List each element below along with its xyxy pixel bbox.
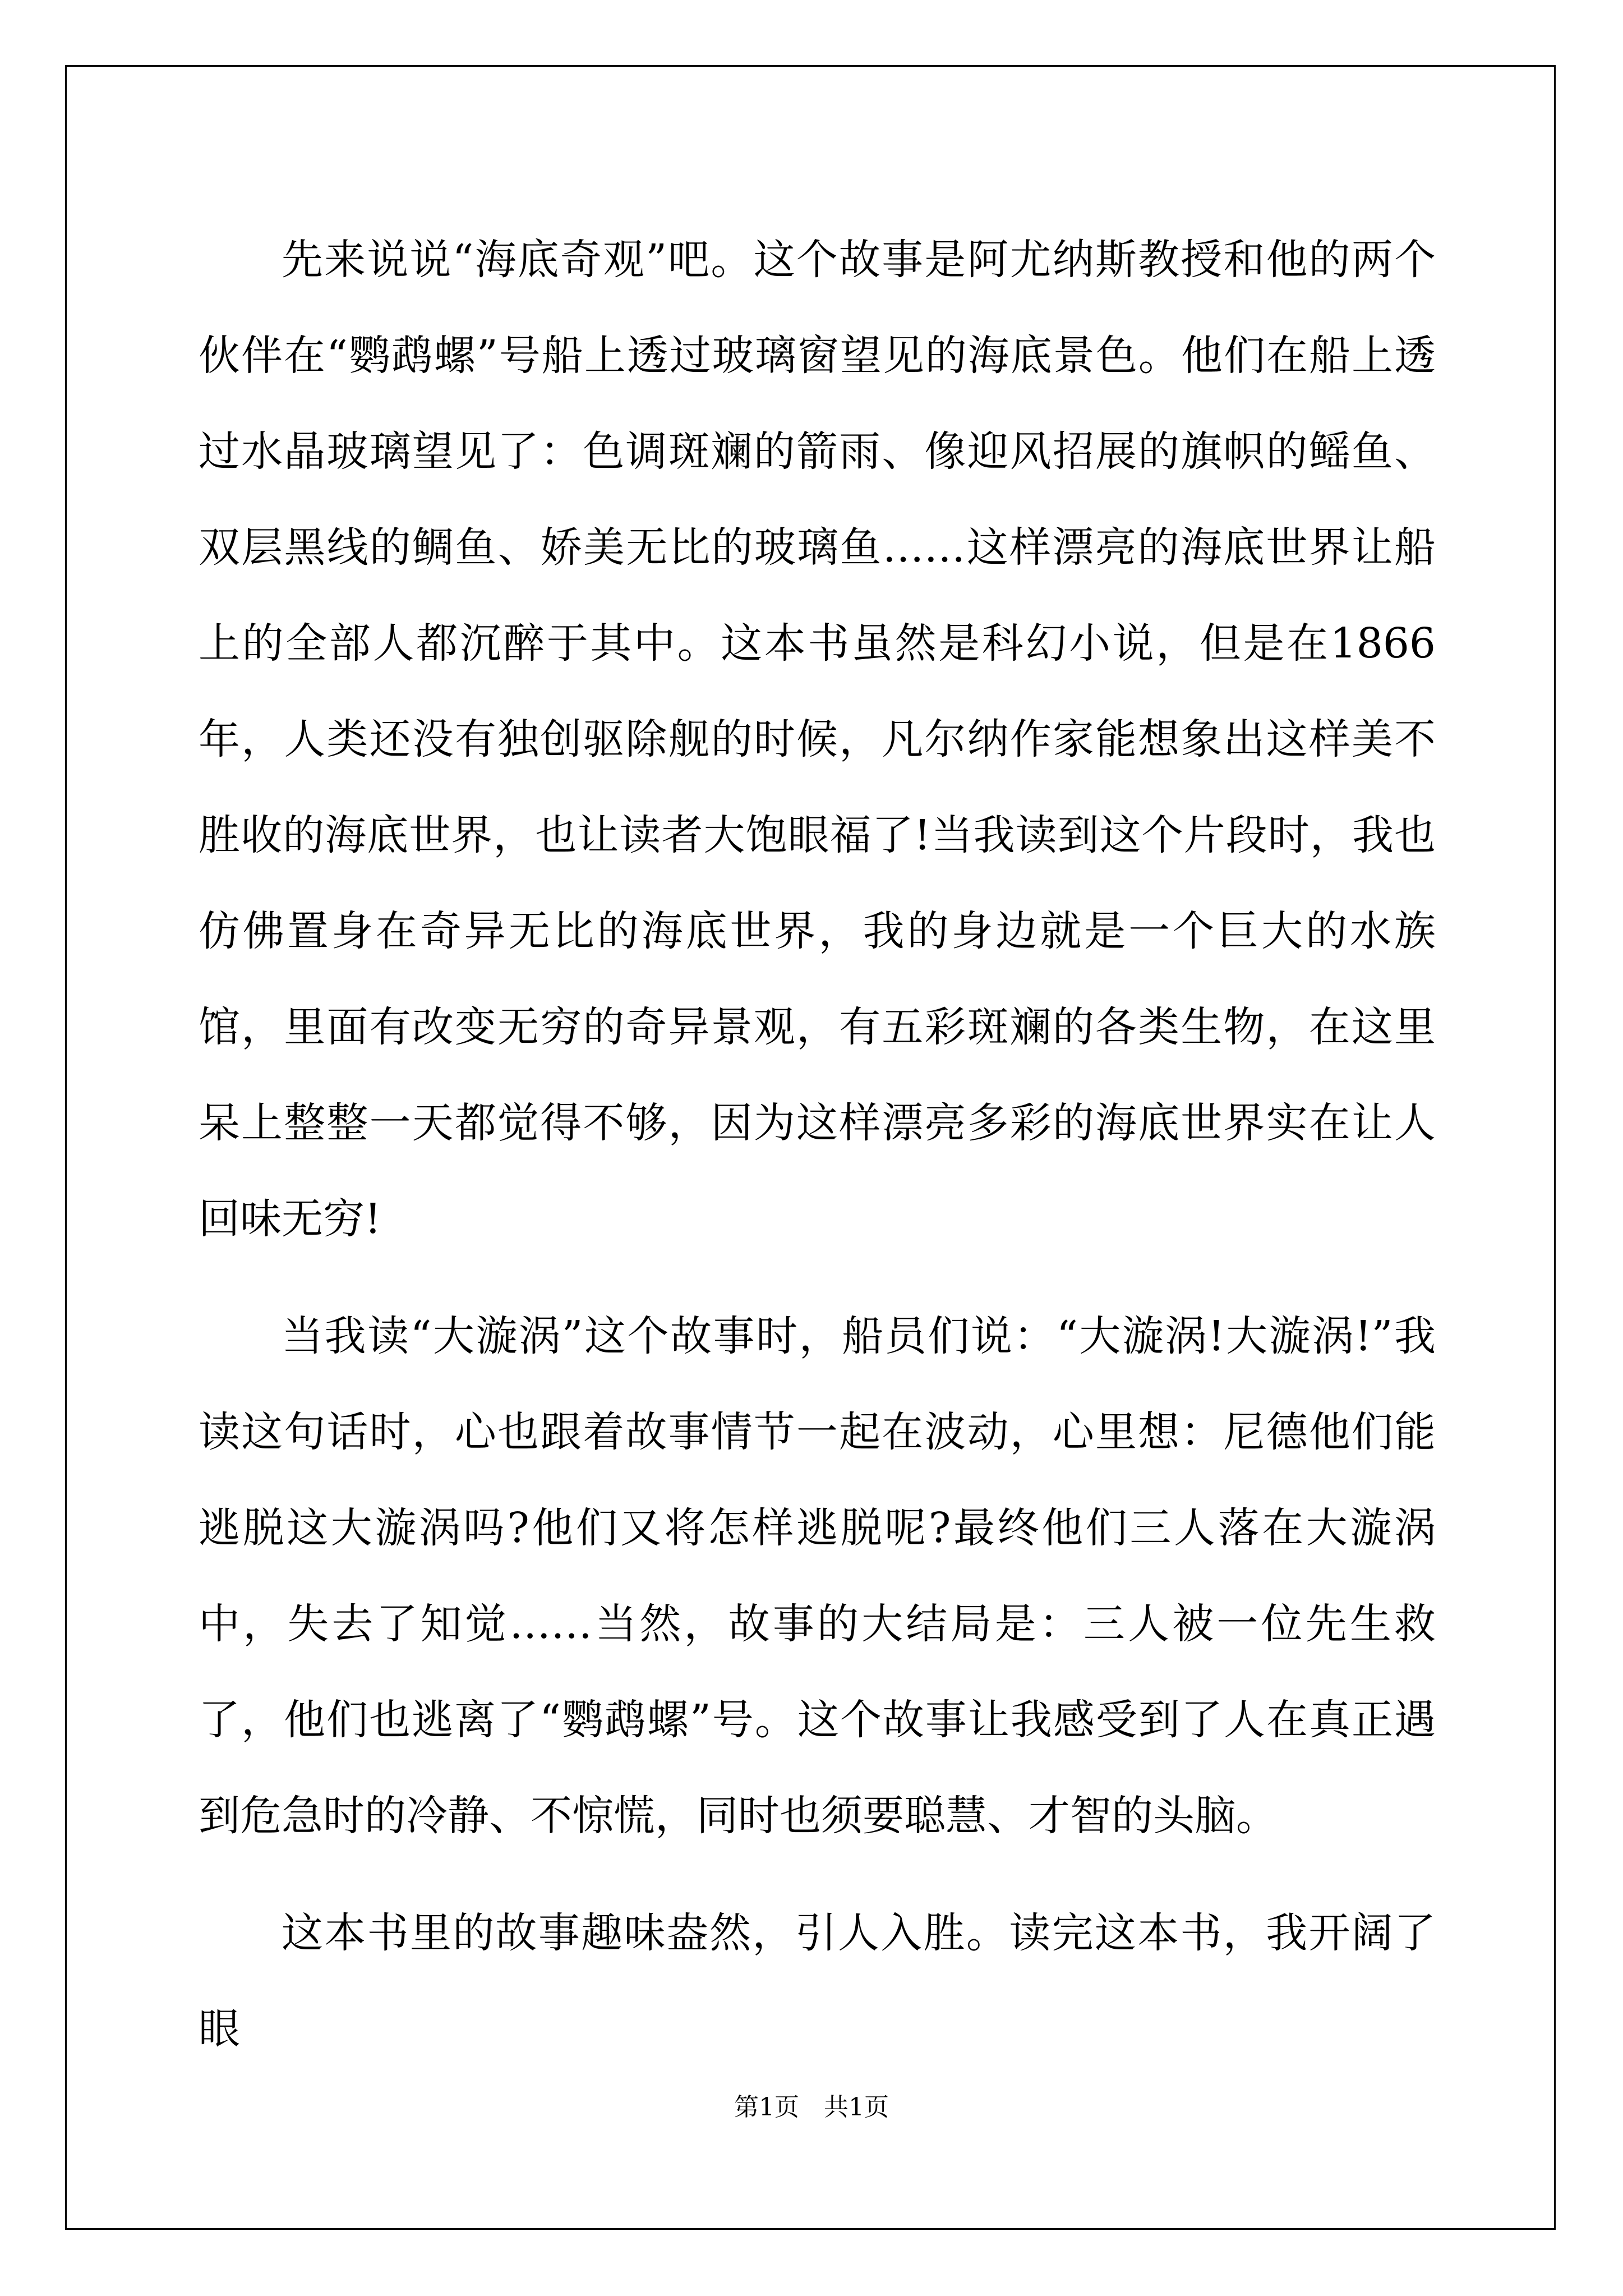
page-number-footer: 第1页 共1页 [734, 2093, 889, 2122]
paragraph-1: 先来说说“海底奇观”吧。这个故事是阿尤纳斯教授和他的两个伙伴在“鹦鹉螺”号船上透过玻璃窗望见的海底景色。他们在船上透过水晶玻璃望见了：色调斑斓的箭雨、像迎风招展的旗帜的鳐鱼、双层黑线的鲷鱼、娇美无比的玻璃鱼……这样漂亮的海底世界让船上的全部人都沉醉于其中。这本书虽然是科幻小说，但是在1866年，人类还没有独创驱除舰的时候，凡尔纳作家能想象出这样美不胜收的海底世界，也让读者大饱眼福了!当我读到这个片段时，我也仿佛置身在奇异无比的海底世界，我的身边就是一个巨大的水族馆，里面有改变无穷的奇异景观，有五彩斑斓的各类生物，在这里呆上整整一天都觉得不够，因为这样漂亮多彩的海底世界实在让人回味无穷! [199, 236, 1436, 1243]
paragraph-3: 这本书里的故事趣味盎然，引人入胜。读完这本书，我开阔了眼 [199, 1909, 1436, 2053]
paragraph-2: 当我读“大漩涡”这个故事时，船员们说：“大漩涡!大漩涡!”我读这句话时，心也跟着故事情节一起在波动，心里想：尼德他们能逃脱这大漩涡吗?他们又将怎样逃脱呢?最终他们三人落在大漩涡中，失去了知觉……当然，故事的大结局是：三人被一位先生救了，他们也逃离了“鹦鹉螺”号。这个故事让我感受到了人在真正遇到危急时的冷静、不惊慌，同时也须要聪慧、才智的头脑。 [199, 1312, 1436, 1840]
document-body [199, 212, 1436, 2077]
